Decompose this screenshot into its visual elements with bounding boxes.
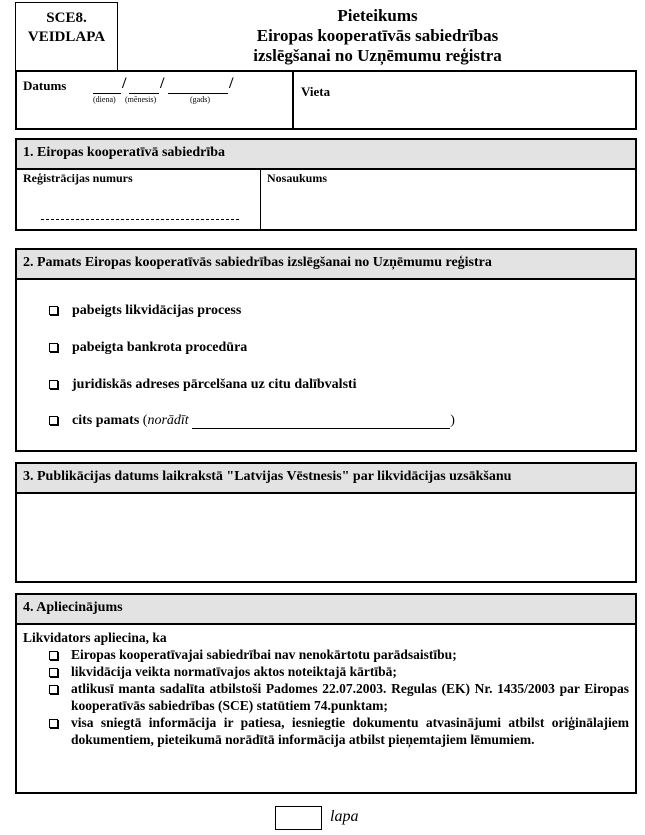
certification-item [23,663,629,680]
section-3-title: 3. Publikācijas datums laikrakstā "Latvijas Vēstnesis" par likvidācijas uzsākšanu [17,464,635,494]
divider [260,168,261,229]
other-hint: norādīt [147,413,189,428]
option-label: juridiskās adreses pārcelšana uz citu dalībvalsti [72,377,357,392]
certification-text: Eiropas kooperatīvajai sabiedrībai nav nenokārtotu parādsaistību; [71,647,457,662]
title-line-2: Eiropas kooperatīvās sabiedrības [256,26,499,45]
date-sep-1: / [122,75,127,92]
certification-text: likvidācija veikta normatīvajos aktos noteiktajā kārtībā; [71,664,397,679]
reg-number-label: Reģistrācijas numurs [23,171,133,185]
date-sep-3: / [229,75,234,92]
option-bankruptcy[interactable] [49,340,247,356]
page-label: lapa [330,808,359,825]
certification-body [23,629,629,748]
page-number-field[interactable] [275,806,322,830]
checkbox-icon[interactable] [49,380,58,389]
certification-text: atlikusī manta sadalīta atbilstoši Padomes 22.07.2003. Regulas (EK) Nr. 1435/2003 par Eiropas kooperatīvās sabiedrības (SCE) statūtiem 74.punktam; [71,681,629,713]
checkbox-icon[interactable] [49,343,58,352]
publication-date-field[interactable] [17,494,635,581]
certification-intro: Likvidators apliecina, ka [23,630,167,645]
day-hint: (diena) [93,95,116,104]
certification-text: visa sniegtā informācija ir patiesa, iesniegtie dokumentu atvasinājumi atbilst oriģinālajiem dokumentiem, pieteikumā norādītā informācija atbilst pieņemtajiem lēmumiem. [71,715,629,747]
month-field[interactable] [129,80,159,94]
title-line-1: Pieteikums [337,6,418,25]
certification-item [23,680,629,714]
option-label: pabeigta bankrota procedūra [72,340,248,355]
checkbox-icon [49,685,58,694]
name-label: Nosaukums [267,171,328,185]
option-other[interactable] [49,413,455,429]
option-address-transfer[interactable] [49,377,357,393]
place-label: Vieta [301,84,331,99]
section-2 [15,248,637,452]
checkbox-icon [49,668,58,677]
other-close-paren: ) [450,413,455,428]
form-type: VEIDLAPA [27,29,106,45]
date-sep-2: / [160,75,165,92]
option-liquidation[interactable] [49,303,241,319]
month-hint: (mēnesis) [125,95,157,104]
date-place-block [15,70,637,130]
section-3 [15,462,637,583]
section-1-title: 1. Eiropas kooperatīvā sabiedrība [17,140,635,170]
checkbox-icon [49,719,58,728]
day-field[interactable] [93,80,121,94]
reg-number-field[interactable] [41,219,239,220]
year-hint: (gads) [190,95,210,104]
option-label: cits pamats [72,413,140,428]
certification-item [23,646,629,663]
title-line-3: izslēgšanai no Uzņēmumu reģistra [253,46,502,65]
other-open-paren: ( [142,413,148,428]
date-label: Datums [23,78,67,93]
checkbox-icon[interactable] [49,416,58,425]
section-4-title: 4. Apliecinājums [17,595,635,625]
other-reason-field[interactable] [192,414,450,429]
checkbox-icon[interactable] [49,306,58,315]
year-field[interactable] [168,80,228,94]
checkbox-icon [49,651,58,660]
form-title [130,6,625,66]
divider [292,72,294,128]
form-code-box [15,2,118,70]
section-2-title: 2. Pamats Eiropas kooperatīvās sabiedrības izslēgšanai no Uzņēmumu reģistra [17,250,635,280]
certification-item [23,714,629,748]
form-code: SCE8. [46,10,87,26]
option-label: pabeigts likvidācijas process [72,303,242,318]
section-4 [15,593,637,794]
section-1 [15,138,637,231]
